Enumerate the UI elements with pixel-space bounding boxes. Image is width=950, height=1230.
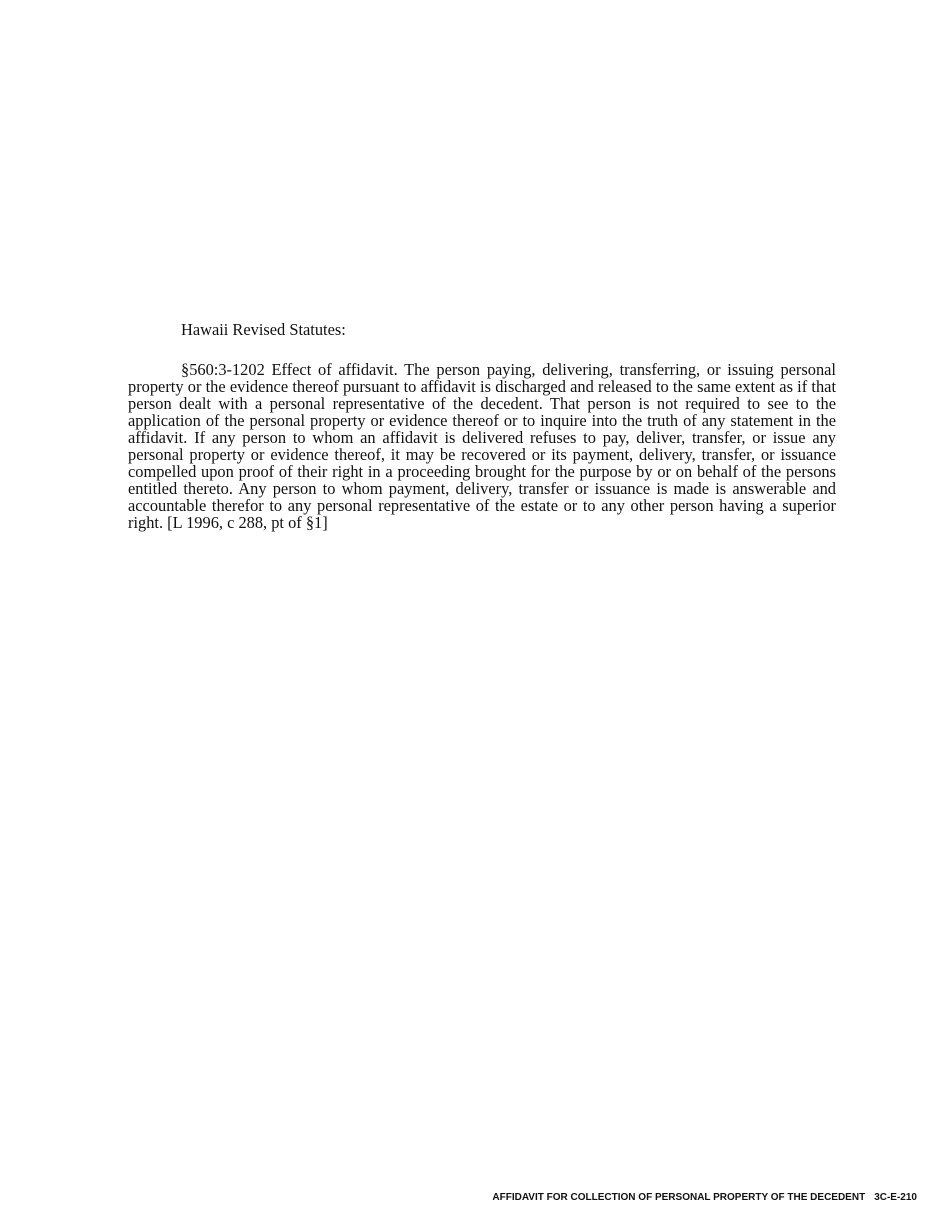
form-title: AFFIDAVIT FOR COLLECTION OF PERSONAL PROPERTY OF THE DECEDENT [492,1192,866,1203]
page-footer [492,1191,917,1205]
form-code: 3C-E-210 [874,1192,917,1203]
statutes-heading: Hawaii Revised Statutes: [181,320,346,339]
statute-paragraph: §560:3-1202 Effect of affidavit. The person paying, delivering, transferring, or issuing personal property or the evidence thereof pursuant to affidavit is discharged and released to the same extent as if that person dealt with a personal representative of the decedent. That person is not required to see to the application of the personal property or evidence thereof or to inquire into the truth of any statement in the affidavit. If any person to whom an affidavit is delivered refuses to pay, deliver, transfer, or issue any personal property or evidence thereof, it may be recovered or its payment, delivery, transfer, or issuance compelled upon proof of their right in a proceeding brought for the purpose by or on behalf of the persons entitled thereto. Any person to whom payment, delivery, transfer or issuance is made is answerable and accountable therefor to any personal representative of the estate or to any other person having a superior right. [L 1996, c 288, pt of §1] [128,360,836,532]
